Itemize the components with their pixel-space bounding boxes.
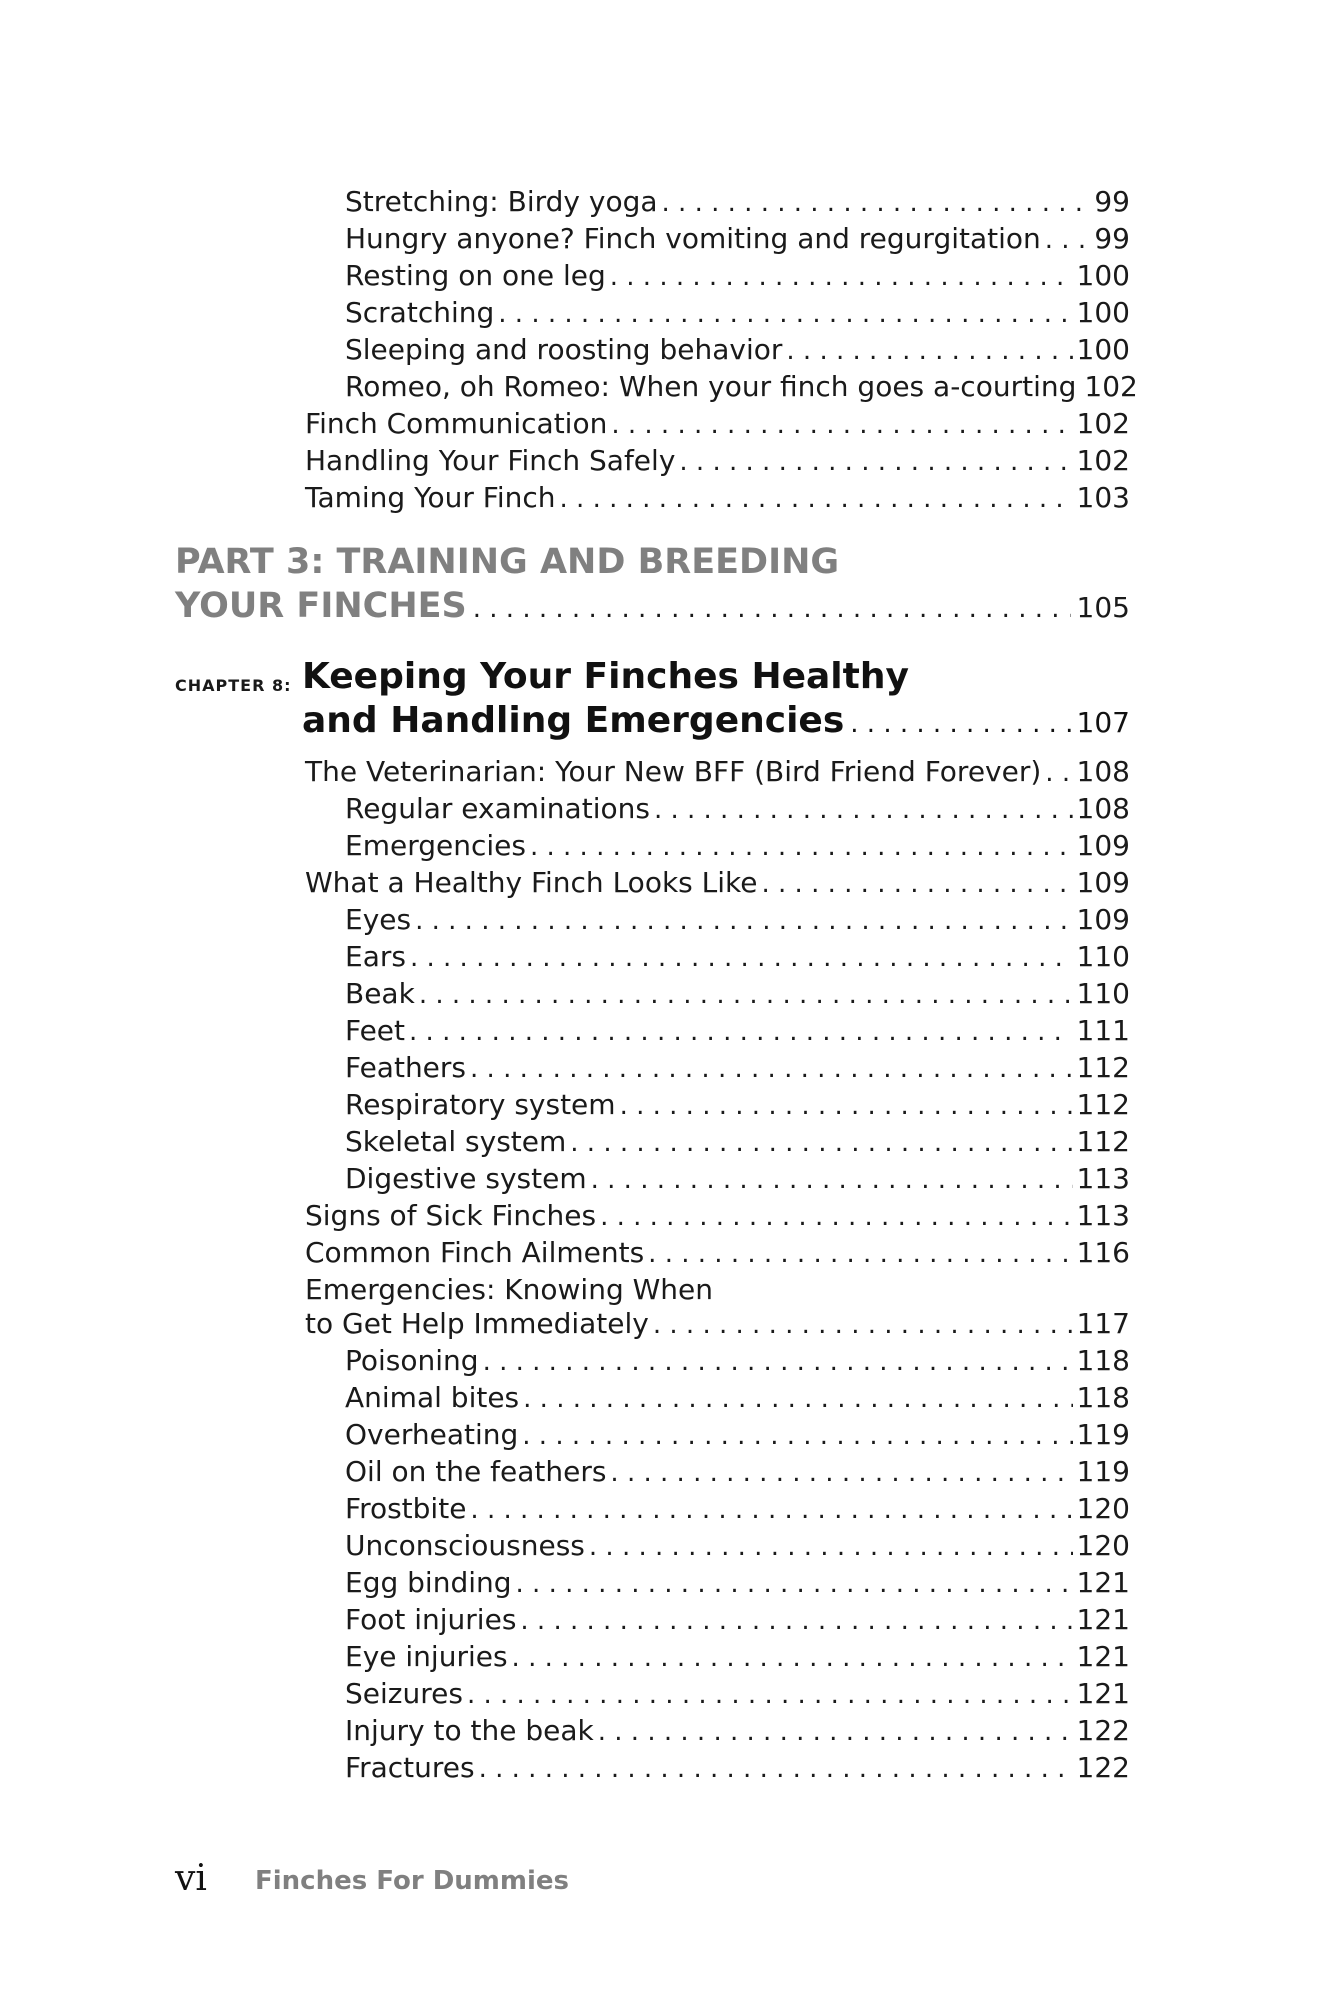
toc-entry-title: Resting on one leg — [345, 259, 606, 292]
toc-entry-title: Common Finch Ailments — [305, 1236, 645, 1269]
toc-entry — [345, 1123, 1130, 1162]
toc-entry-title: Unconsciousness — [345, 1529, 585, 1562]
toc-entry — [345, 220, 1130, 259]
dot-leader — [1045, 755, 1072, 792]
toc-entry-title: Frostbite — [345, 1492, 467, 1525]
emergencies-heading-line2: to Get Help Immediately — [305, 1307, 649, 1340]
toc-entry-page-number: 108 — [1076, 792, 1130, 825]
dot-leader — [479, 1751, 1073, 1788]
toc-entry-page-number: 111 — [1076, 1014, 1130, 1047]
toc-entry-title: Scratching — [345, 296, 495, 329]
toc-entry-page-number: 113 — [1076, 1199, 1130, 1232]
toc-entry-title: Fractures — [345, 1751, 475, 1784]
toc-entry — [345, 1675, 1130, 1714]
dot-leader — [654, 792, 1073, 829]
toc-entry-title: Finch Communication — [305, 407, 608, 440]
toc-entry-title: Emergencies — [345, 829, 526, 862]
dot-leader — [591, 1162, 1073, 1199]
toc-entry — [305, 1197, 1130, 1236]
dot-leader — [512, 1640, 1073, 1677]
chapter-title-line2-row — [302, 699, 1130, 746]
toc-entry-title: Skeletal system — [345, 1125, 567, 1158]
toc-entry-title: Feet — [345, 1014, 406, 1047]
toc-entry — [345, 1564, 1130, 1603]
toc-entry — [345, 1712, 1130, 1751]
toc-entry-page-number: 99 — [1094, 222, 1130, 255]
toc-entry-page-number: 99 — [1094, 185, 1130, 218]
page-folio: vi — [175, 1858, 207, 1899]
toc-entry — [345, 1490, 1130, 1529]
toc-entry — [345, 1086, 1130, 1125]
part-title-line1: PART 3: TRAINING AND BREEDING — [175, 542, 840, 582]
toc-entry — [345, 1638, 1130, 1677]
toc-entry-page-number: 120 — [1076, 1529, 1130, 1562]
toc-entry-title: Animal bites — [345, 1381, 520, 1414]
dot-leader — [1045, 222, 1091, 259]
toc-entry-title: Oil on the feathers — [345, 1455, 607, 1488]
toc-entry-title: Regular examinations — [345, 792, 650, 825]
toc-entry-page-number: 122 — [1076, 1751, 1130, 1784]
toc-entry-page-number: 109 — [1076, 866, 1130, 899]
toc-entry — [305, 753, 1130, 792]
dot-leader — [679, 444, 1072, 481]
dot-leader — [498, 296, 1072, 333]
toc-entry — [305, 405, 1130, 444]
dot-leader — [520, 1603, 1072, 1640]
toc-entry-title: Seizures — [345, 1677, 463, 1710]
toc-entry-title: Hungry anyone? Finch vomiting and regurgitation — [345, 222, 1041, 255]
toc-entry-page-number: 102 — [1076, 407, 1130, 440]
toc-entry — [345, 331, 1130, 370]
toc-entry-page-number: 113 — [1076, 1162, 1130, 1195]
toc-entry — [305, 442, 1130, 481]
dot-leader — [467, 1677, 1073, 1714]
toc-entry-page-number: 100 — [1076, 333, 1130, 366]
dot-leader — [560, 481, 1073, 518]
toc-entry — [345, 1012, 1130, 1051]
dot-leader — [611, 407, 1072, 444]
toc-entry-title: What a Healthy Finch Looks Like — [305, 866, 758, 899]
toc-entry — [345, 1749, 1130, 1788]
toc-entry — [345, 1160, 1130, 1199]
running-footer-title: Finches For Dummies — [255, 1866, 570, 1896]
toc-entry-page-number: 121 — [1076, 1677, 1130, 1710]
toc-entry-page-number: 121 — [1076, 1603, 1130, 1636]
part-title-line2-row — [175, 584, 1130, 631]
toc-entry-page-number: 112 — [1076, 1051, 1130, 1084]
toc-entry-page-number: 112 — [1076, 1125, 1130, 1158]
dot-leader — [850, 702, 1070, 746]
dot-leader — [470, 1492, 1072, 1529]
dot-leader — [786, 333, 1072, 370]
chapter-label: CHAPTER 8: — [175, 676, 292, 695]
dot-leader — [610, 1455, 1072, 1492]
toc-entry-title: Respiratory system — [345, 1088, 616, 1121]
dot-leader — [409, 1014, 1073, 1051]
toc-entry — [345, 1379, 1130, 1418]
dot-leader — [415, 903, 1072, 940]
dot-leader — [570, 1125, 1072, 1162]
toc-entry-page-number: 102 — [1076, 444, 1130, 477]
toc-entry — [305, 864, 1130, 903]
dot-leader — [530, 829, 1073, 866]
dot-leader — [483, 1344, 1073, 1381]
dot-leader — [419, 977, 1073, 1014]
toc-entry-title: Romeo, oh Romeo: When your finch goes a-courting — [345, 370, 1077, 403]
emergencies-heading-line2-row — [305, 1305, 1130, 1344]
toc-entry-page-number: 120 — [1076, 1492, 1130, 1525]
toc-entry-title: Eye injuries — [345, 1640, 508, 1673]
toc-entry-title: Egg binding — [345, 1566, 512, 1599]
part-heading — [175, 540, 1130, 631]
toc-entry-page-number: 121 — [1076, 1566, 1130, 1599]
toc-entry-page-number: 103 — [1076, 481, 1130, 514]
dot-leader — [761, 866, 1072, 903]
toc-entry — [305, 479, 1130, 518]
chapter-page-number: 107 — [1076, 706, 1130, 739]
dot-leader — [470, 1051, 1073, 1088]
dot-leader — [600, 1199, 1072, 1236]
toc-entry — [345, 1342, 1130, 1381]
chapter-title-line2: and Handling Emergencies — [302, 700, 845, 741]
toc-entry-page-number: 100 — [1076, 296, 1130, 329]
toc-entry-title: The Veterinarian: Your New BFF (Bird Friend Forever) — [305, 755, 1042, 788]
toc-entry-page-number: 109 — [1076, 829, 1130, 862]
emergencies-page-number: 117 — [1076, 1307, 1130, 1340]
toc-entry — [345, 975, 1130, 1014]
toc-entry — [345, 183, 1130, 222]
toc-entry-title: Foot injuries — [345, 1603, 517, 1636]
dot-leader — [410, 940, 1073, 977]
toc-entry-title: Stretching: Birdy yoga — [345, 185, 658, 218]
toc-entry — [345, 790, 1130, 829]
toc-entry-page-number: 108 — [1076, 755, 1130, 788]
emergencies-heading-line1: Emergencies: Knowing When — [305, 1273, 714, 1306]
toc-entry — [345, 1416, 1130, 1455]
dot-leader — [610, 259, 1073, 296]
toc-entry-page-number: 119 — [1076, 1455, 1130, 1488]
toc-entry — [345, 1527, 1130, 1566]
toc-entry-page-number: 110 — [1076, 940, 1130, 973]
part-page-number: 105 — [1076, 591, 1130, 624]
toc-entry — [345, 938, 1130, 977]
toc-entry-page-number: 121 — [1076, 1640, 1130, 1673]
dot-leader — [589, 1529, 1073, 1566]
toc-entry — [345, 1601, 1130, 1640]
toc-entry-title: Beak — [345, 977, 415, 1010]
toc-entry-title: Digestive system — [345, 1162, 587, 1195]
dot-leader — [516, 1566, 1073, 1603]
toc-entry — [345, 1453, 1130, 1492]
toc-entry-title: Ears — [345, 940, 406, 973]
toc-entry-page-number: 100 — [1076, 259, 1130, 292]
toc-entry-title: Feathers — [345, 1051, 467, 1084]
toc-entry — [305, 1234, 1130, 1273]
toc-entry — [345, 827, 1130, 866]
dot-leader — [522, 1418, 1072, 1455]
dot-leader — [598, 1714, 1073, 1751]
toc-entry-page-number: 118 — [1076, 1381, 1130, 1414]
toc-entry-page-number: 116 — [1076, 1236, 1130, 1269]
dot-leader — [648, 1236, 1072, 1273]
toc-entry-page-number: 102 — [1084, 370, 1138, 403]
dot-leader — [473, 587, 1071, 631]
toc-entry-page-number: 122 — [1076, 1714, 1130, 1747]
toc-entry-title: Overheating — [345, 1418, 519, 1451]
chapter-heading — [302, 655, 1130, 746]
toc-entry — [345, 257, 1130, 296]
dot-leader — [653, 1307, 1073, 1344]
part-title-line2: YOUR FINCHES — [175, 586, 467, 626]
toc-entry — [345, 901, 1130, 940]
toc-entry-title: Taming Your Finch — [305, 481, 556, 514]
toc-entry-page-number: 112 — [1076, 1088, 1130, 1121]
toc-entry-title: Sleeping and roosting behavior — [345, 333, 783, 366]
toc-entry-title: Eyes — [345, 903, 412, 936]
dot-leader — [523, 1381, 1072, 1418]
toc-entry-page-number: 119 — [1076, 1418, 1130, 1451]
toc-entry-title: Handling Your Finch Safely — [305, 444, 676, 477]
chapter-title-line1: Keeping Your Finches Healthy — [302, 656, 909, 697]
toc-entry-page-number: 118 — [1076, 1344, 1130, 1377]
toc-entry-page-number: 109 — [1076, 903, 1130, 936]
toc-entry-title: Injury to the beak — [345, 1714, 594, 1747]
dot-leader — [620, 1088, 1073, 1125]
toc-entry-title: Poisoning — [345, 1344, 479, 1377]
dot-leader — [662, 185, 1091, 222]
toc-entry — [345, 294, 1130, 333]
toc-entry-page-number: 110 — [1076, 977, 1130, 1010]
toc-entry-title: Signs of Sick Finches — [305, 1199, 597, 1232]
toc-entry — [345, 368, 1138, 407]
toc-entry — [345, 1049, 1130, 1088]
